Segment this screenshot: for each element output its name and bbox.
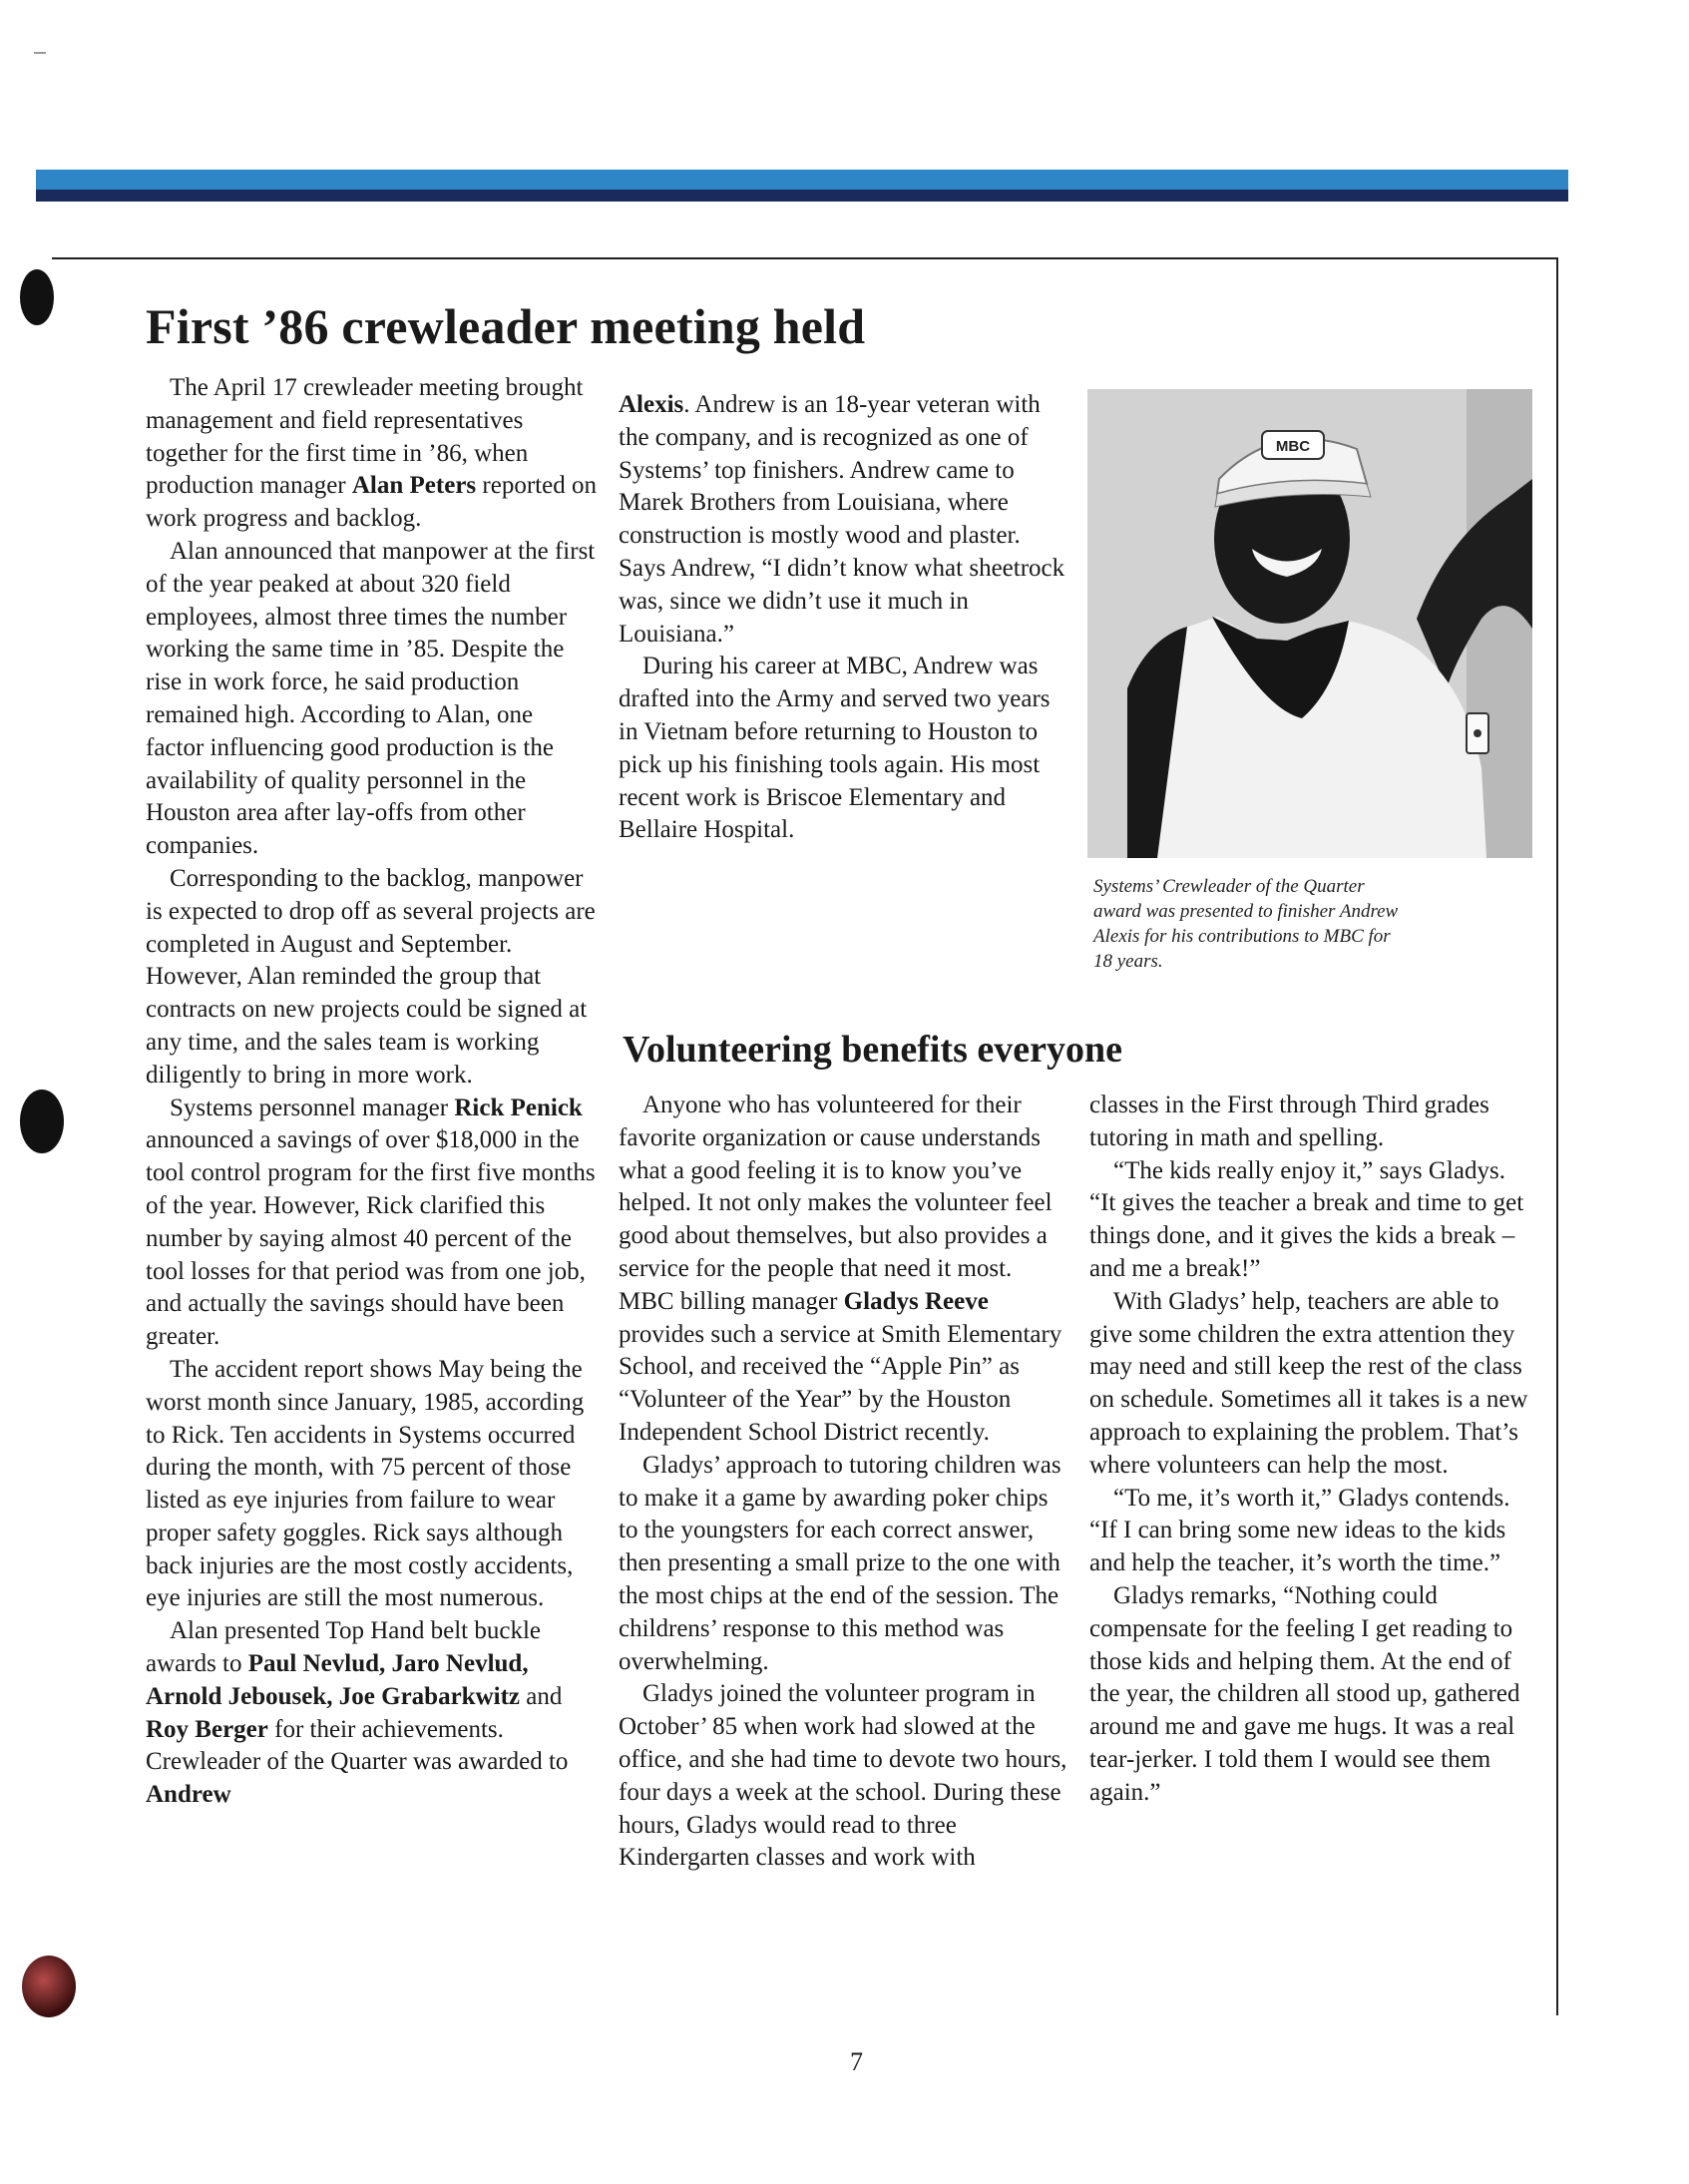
article2-paragraph: Gladys joined the volunteer program in October’ 85 when work had slowed at the office, and she had time to devote two hours, four days a week at the school. During these hours, Gladys would read to three Kindergarten classes and work with	[619, 1680, 1067, 1872]
article2-paragraph: Anyone who has volunteered for their favorite organization or cause understands what a good feeling it is to know you’ve helped. It not only makes the volunteer feel good about themselves, but also provides a service for the people that need it most. MBC billing manager Gladys Reeve provides such a service at Smith Elementary School, and received the “Apple Pin” as “Volunteer of the Year” by the Houston Independent School District recently.	[619, 1092, 1062, 1446]
corner-mark	[34, 52, 46, 54]
binder-hole-top	[20, 269, 54, 325]
article2-paragraph: Gladys remarks, “Nothing could compensate for the feeling I get reading to those kids and helping them. At the end of the year, the children all stood up, gathered around me and gave me hugs. It was a real tear-jerker. I told them I would see them again.”	[1089, 1581, 1520, 1806]
frame-top-rule	[52, 257, 1558, 259]
cap-logo-text: MBC	[1275, 438, 1311, 455]
article1-paragraph: Alexis. Andrew is an 18-year veteran with the company, and is recognized as one of Systems’ top finishers. Andrew came to Marek Brothers from Louisiana, where construction is mostly wood and plaster. Says Andrew, “I didn’t know what sheetrock was, since we didn’t use it much in Louisiana.”	[619, 391, 1065, 648]
article1-paragraph: The April 17 crewleader meeting brought management and field representatives together for the first time in ’86, when production manager Alan Peters reported on work progress and backlog.	[146, 374, 597, 533]
article1-paragraph: Systems personnel manager Rick Penick announced a savings of over $18,000 in the tool control program for the first five months of the year. However, Rick clarified this number by saying almost 40 percent of the tool losses for that period was from one job, and actually the savings should have been greater.	[146, 1093, 596, 1351]
article2-paragraph: Gladys’ approach to tutoring children was to make it a game by awarding poker chips to the youngsters for each correct answer, then presenting a small prize to the one with the most chips at the end of the session. The childrens’ response to this method was overwhelming.	[619, 1451, 1061, 1675]
article1-paragraph: Alan presented Top Hand belt buckle awards to Paul Nevlud, Jaro Nevlud, Arnold Jebousek, Joe Grabarkwitz and Roy Berger for their achievements. Crewleader of the Quarter was awarded to Andrew	[146, 1617, 569, 1809]
article2-column2	[1089, 1090, 1528, 1810]
article1-paragraph: Corresponding to the backlog, manpower is expected to drop off as several projects are completed in August and September. However, Alan reminded the group that contracts on new projects could be signed at any time, and the sales team is working diligently to bring in more work.	[146, 864, 596, 1089]
article1-column1	[146, 372, 597, 1812]
article2-paragraph: classes in the First through Third grades tutoring in math and spelling.	[1089, 1092, 1489, 1151]
article1-column2	[619, 389, 1069, 847]
article1-title: First ’86 crewleader meeting held	[146, 298, 866, 354]
article2-paragraph: “The kids really enjoy it,” says Gladys. “It gives the teacher a break and time to get things done, and it gives the kids a break – and me a break!”	[1089, 1156, 1524, 1282]
crewleader-photo	[1087, 389, 1532, 858]
article1-paragraph: During his career at MBC, Andrew was drafted into the Army and served two years in Vietnam before returning to Houston to pick up his finishing tools again. His most recent work is Briscoe Elementary and Bellaire Hospital.	[619, 653, 1051, 844]
article2-title: Volunteering benefits everyone	[623, 1029, 1122, 1071]
header-band-dark	[36, 190, 1568, 202]
frame-right-rule	[1556, 257, 1558, 2015]
article2-paragraph: “To me, it’s worth it,” Gladys contends. “If I can bring some new ideas to the kids and help the teacher, it’s worth the time.”	[1089, 1484, 1510, 1577]
article1-paragraph: Alan announced that manpower at the first of the year peaked at about 320 field employees, almost three times the number working the same time in ’85. Despite the rise in work force, he said production remained high. According to Alan, one factor influencing good production is the availability of quality personnel in the Houston area after lay-offs from other companies.	[146, 537, 596, 860]
page-number: 7	[850, 2047, 863, 2076]
photo-caption: Systems’ Crewleader of the Quarter award was presented to finisher Andrew Alexis for his contributions to MBC for 18 years.	[1093, 876, 1399, 972]
article2-column1	[619, 1090, 1069, 1875]
binder-hole-middle	[20, 1090, 64, 1153]
article2-paragraph: With Gladys’ help, teachers are able to give some children the extra attention they may need and still keep the rest of the class on schedule. Sometimes all it takes is a new approach to explaining the problem. That’s where volunteers can help the most.	[1089, 1287, 1528, 1479]
article1-paragraph: The accident report shows May being the worst month since January, 1985, according to Rick. Ten accidents in Systems occurred during the month, with 75 percent of those listed as eye injuries from failure to wear proper safety goggles. Rick says although back injuries are the most costly accidents, eye injuries are still the most numerous.	[146, 1355, 585, 1612]
header-band-light	[36, 170, 1568, 190]
binder-hole-bottom	[22, 1956, 76, 2017]
crewleader-photo-illustration	[1087, 389, 1532, 858]
